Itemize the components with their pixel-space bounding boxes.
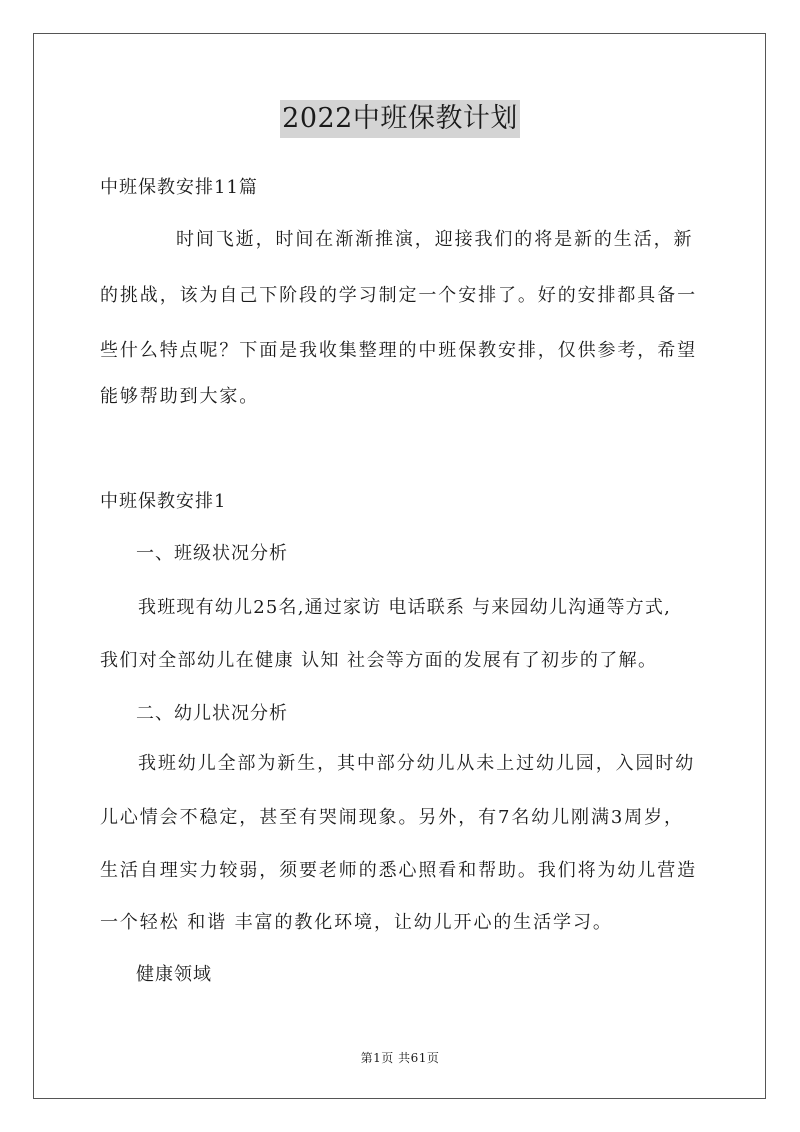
intro-line: 能够帮助到大家。 (100, 386, 260, 407)
heading-children-analysis: 二、幼儿状况分析 (136, 703, 288, 724)
intro-line: 些什么特点呢？下面是我收集整理的中班保教安排，仅供参考，希望 (100, 340, 697, 361)
document-title: 2022中班保教计划 (280, 100, 520, 138)
title-container (0, 100, 800, 138)
heading-health-domain: 健康领域 (136, 964, 212, 985)
intro-line: 的挑战，该为自己下阶段的学习制定一个安排了。好的安排都具备一 (100, 285, 697, 306)
paragraph-line: 生活自理实力较弱，须要老师的悉心照看和帮助。我们将为幼儿营造 (100, 860, 697, 881)
document-subtitle: 中班保教安排11篇 (100, 177, 258, 198)
page-footer: 第1页 共61页 (360, 1051, 440, 1065)
heading-class-analysis: 一、班级状况分析 (136, 543, 288, 564)
paragraph-line: 儿心情会不稳定，甚至有哭闹现象。另外，有7名幼儿刚满3周岁， (100, 807, 684, 828)
intro-line: 时间飞逝，时间在渐渐推演，迎接我们的将是新的生活，新 (176, 229, 694, 250)
paragraph-line: 一个轻松 和谐 丰富的教化环境，让幼儿开心的生活学习。 (100, 912, 613, 933)
paragraph-line: 我班现有幼儿25名,通过家访 电话联系 与来园幼儿沟通等方式, (138, 597, 671, 618)
section-title: 中班保教安排1 (100, 491, 227, 512)
paragraph-line: 我班幼儿全部为新生，其中部分幼儿从未上过幼儿园，入园时幼 (138, 753, 696, 774)
paragraph-line: 我们对全部幼儿在健康 认知 社会等方面的发展有了初步的了解。 (100, 650, 658, 671)
